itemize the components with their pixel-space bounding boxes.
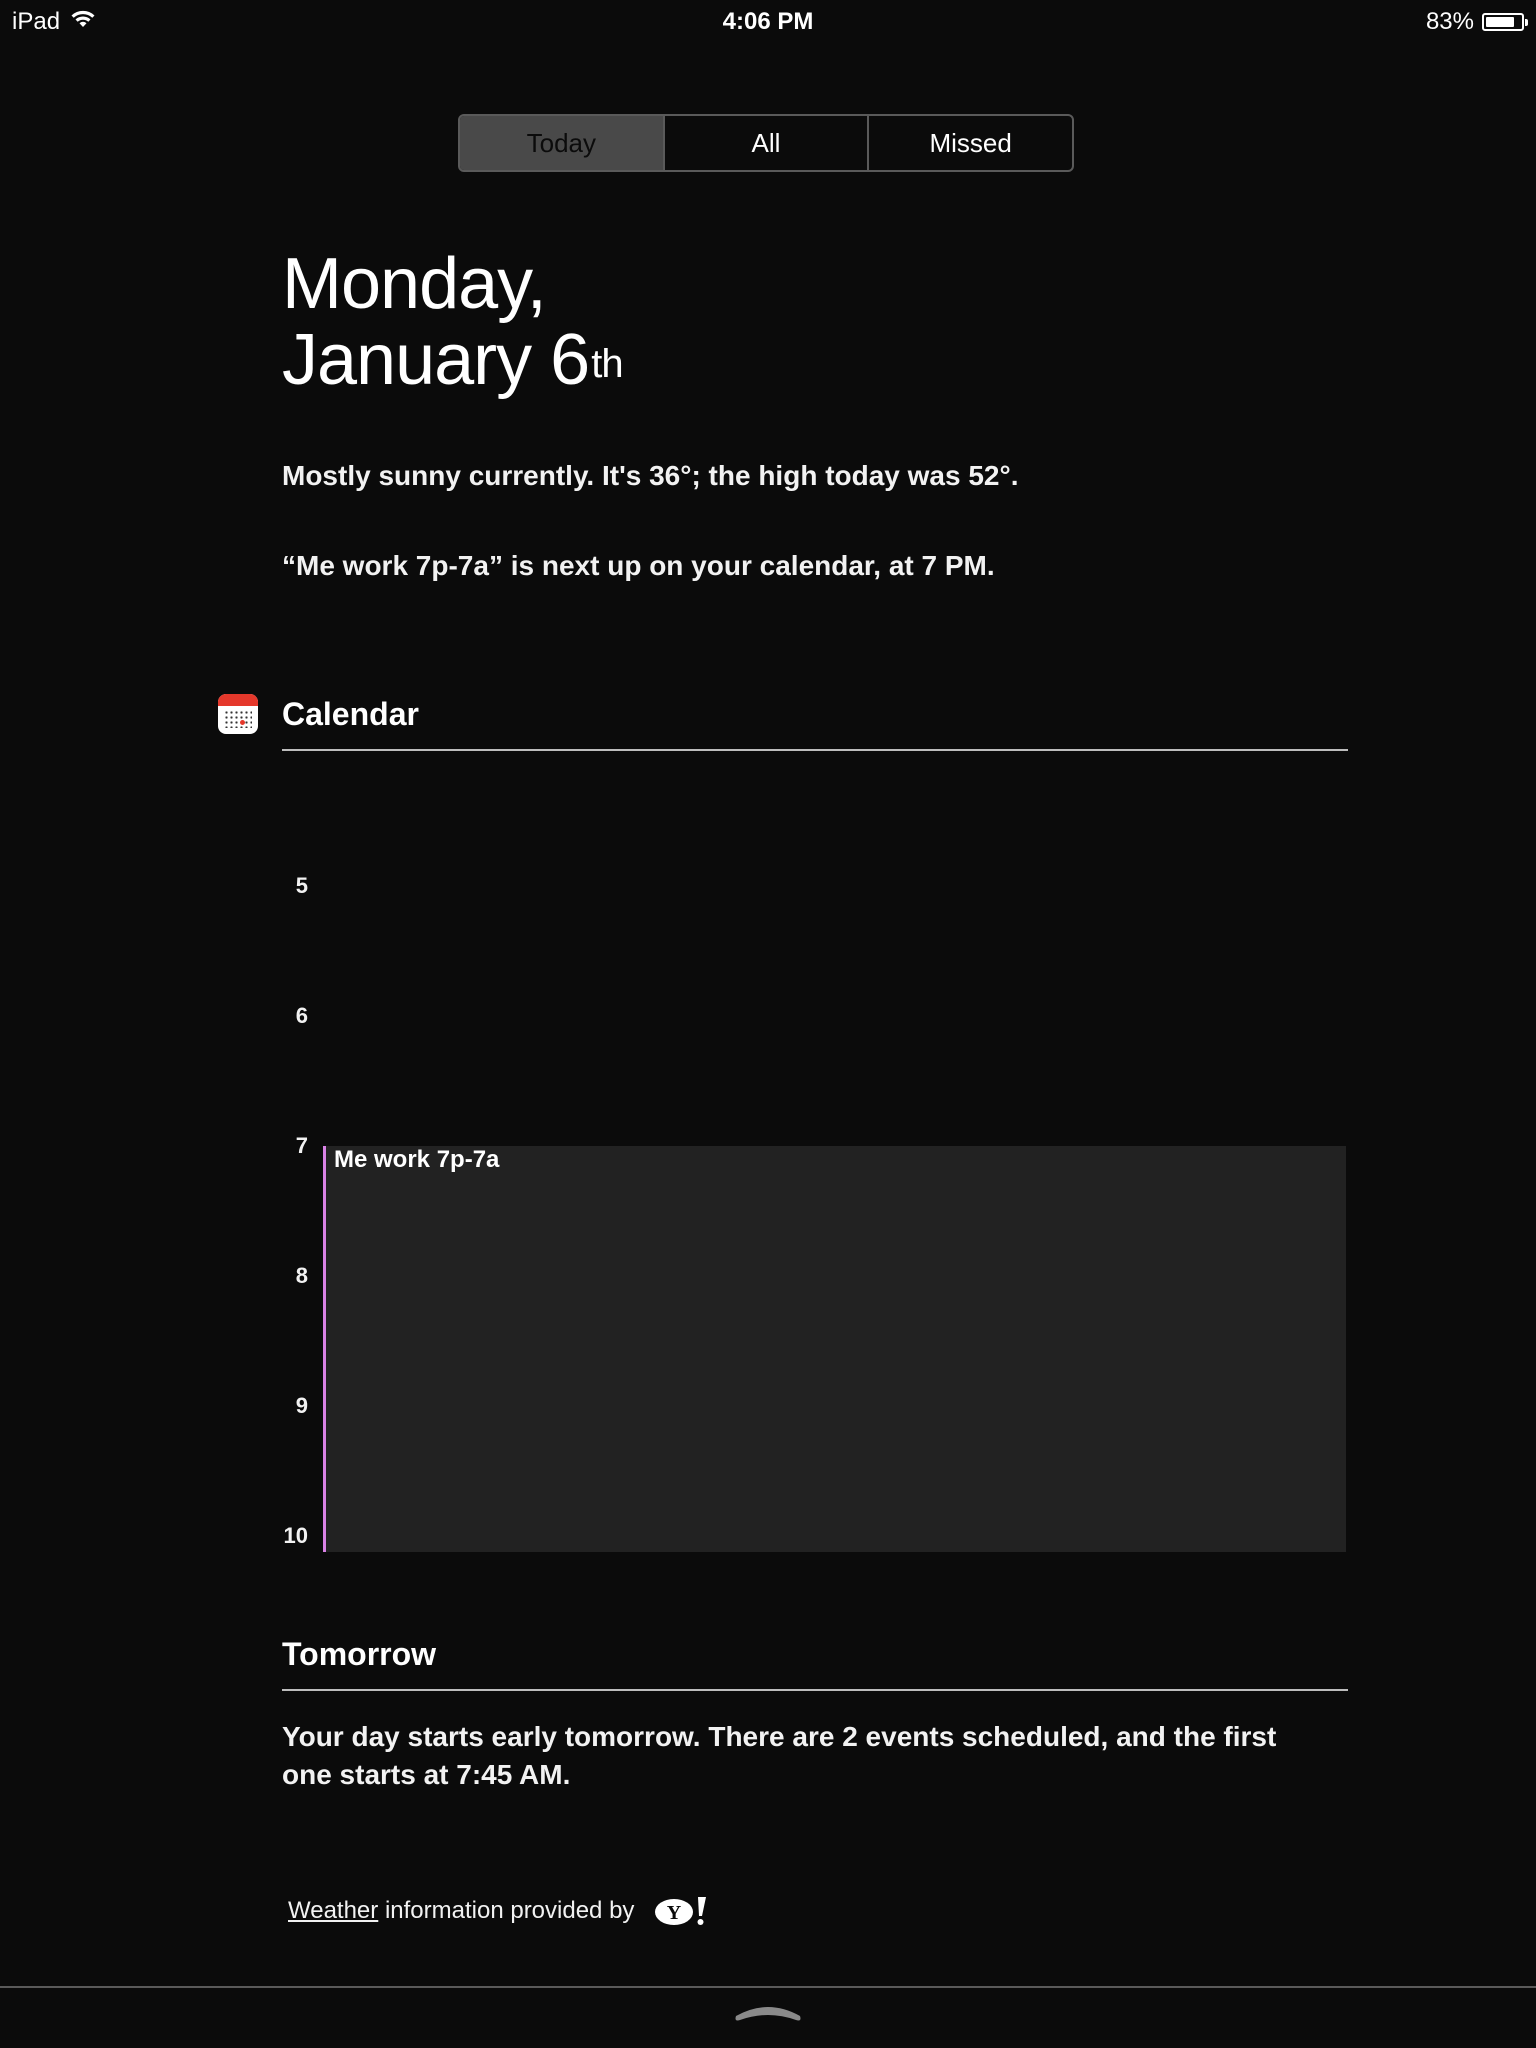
hour-label: 5 <box>295 873 308 898</box>
status-bar <box>0 0 1536 42</box>
attribution-text: information provided by <box>384 1897 635 1924</box>
battery-icon <box>1482 13 1524 31</box>
tomorrow-section-title: Tomorrow <box>282 1636 1348 1691</box>
tomorrow-summary: Your day starts early tomorrow. There are 2 events scheduled, and the first one starts at 7:45 AM. <box>282 1721 1277 1790</box>
view-segmented-control <box>458 114 1074 172</box>
status-right <box>1426 8 1524 36</box>
weather-summary: Mostly sunny currently. It's 36°; the high today was 52°. <box>282 460 1019 491</box>
tab-all[interactable]: All <box>665 116 870 170</box>
hour-label: 9 <box>295 1393 308 1418</box>
date-month-day: January 6 <box>282 320 590 400</box>
tab-today[interactable]: Today <box>460 116 665 170</box>
calendar-section-title: Calendar <box>282 696 1348 751</box>
date-suffix: th <box>591 342 623 386</box>
svg-text:Y: Y <box>667 1902 682 1924</box>
tab-missed[interactable]: Missed <box>929 127 1012 158</box>
weather-link[interactable]: Weather <box>288 1897 379 1924</box>
next-event-summary: “Me work 7p-7a” is next up on your calendar, at 7 PM. <box>282 550 995 581</box>
battery-percent: 83% <box>1425 8 1474 35</box>
calendar-event[interactable] <box>323 1146 1346 1552</box>
bottom-divider <box>0 1986 1536 1988</box>
date-heading <box>282 246 623 398</box>
calendar-icon <box>218 694 258 734</box>
close-handle-icon[interactable] <box>730 2000 806 2026</box>
event-title: Me work 7p-7a <box>334 1146 500 1173</box>
yahoo-logo-icon[interactable] <box>654 1894 708 1928</box>
battery-fill <box>1486 17 1514 27</box>
date-weekday: Monday, <box>282 244 546 324</box>
hour-label: 10 <box>283 1523 308 1548</box>
hour-label: 7 <box>295 1133 308 1158</box>
status-time: 4:06 PM <box>722 8 814 35</box>
weather-attribution <box>288 1894 708 1928</box>
hour-label: 8 <box>295 1263 308 1288</box>
date-month-day-line <box>282 322 623 398</box>
device-name: iPad <box>12 8 61 35</box>
hour-label: 6 <box>295 1003 308 1028</box>
